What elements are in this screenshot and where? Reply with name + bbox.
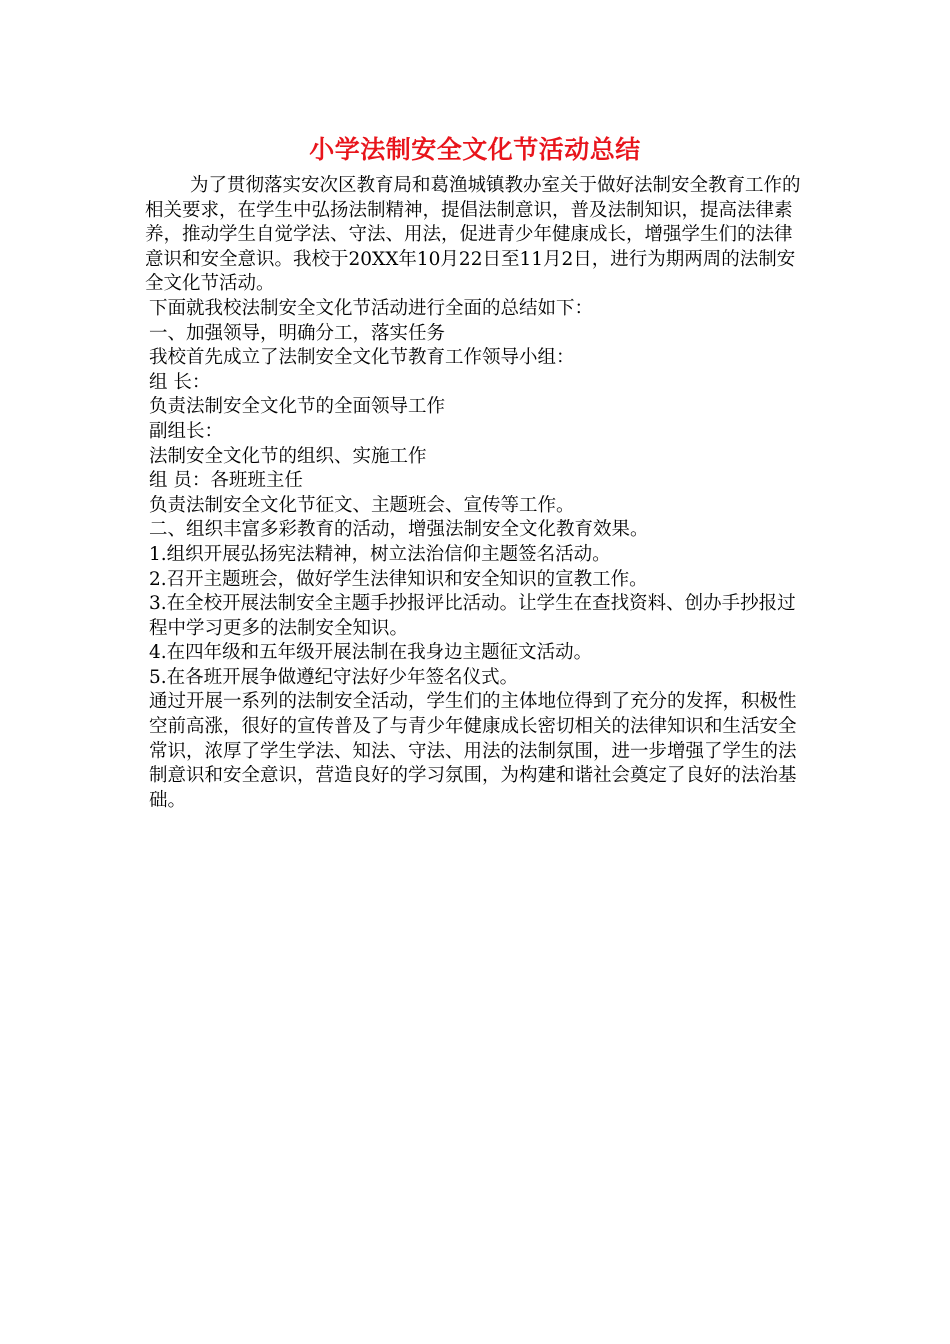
document-body <box>145 174 805 813</box>
deputy-leader-duty: 法制安全文化节的组织、实施工作 <box>149 445 427 467</box>
leadership-group-paragraph: 我校首先成立了法制安全文化节教育工作领导小组： <box>149 347 575 369</box>
section-heading-1: 一、加强领导，明确分工，落实任务 <box>149 322 446 344</box>
group-leader-label: 组 长： <box>149 371 211 393</box>
document-title: 小学法制安全文化节活动总结 <box>309 135 641 164</box>
section-heading-2: 二、组织丰富多彩教育的活动，增强法制安全文化教育效果。 <box>149 519 649 541</box>
activity-item-4: 4.在四年级和五年级开展法制在我身边主题征文活动。 <box>149 642 593 664</box>
activity-item-3: 3.在全校开展法制安全主题手抄报评比活动。让学生在查找资料、创办手抄报过程中学习更多的法制安全知识。 <box>149 593 796 639</box>
group-member-label: 组 员：各班班主任 <box>149 470 303 492</box>
group-leader-duty: 负责法制安全文化节的全面领导工作 <box>149 396 446 418</box>
activity-item-2: 2.召开主题班会，做好学生法律知识和安全知识的宣教工作。 <box>149 568 648 590</box>
group-member-duty: 负责法制安全文化节征文、主题班会、宣传等工作。 <box>149 494 575 516</box>
activity-item-5: 5.在各班开展争做遵纪守法好少年签名仪式。 <box>149 666 519 688</box>
deputy-leader-label: 副组长： <box>149 420 224 442</box>
intro-paragraph: 为了贯彻落实安次区教育局和葛渔城镇教办室关于做好法制安全教育工作的相关要求，在学生中弘扬法制精神，提倡法制意识，普及法制知识，提高法律素养，推动学生自觉学法、守法、用法，促进青少年健康成长，增强学生们的法律意识和安全意识。我校于20XX年10月22日至11月2日，进行为期两周的法制安全文化节活动。 <box>145 175 801 295</box>
activity-item-1: 1.组织开展弘扬宪法精神，树立法治信仰主题签名活动。 <box>149 543 611 565</box>
conclusion-paragraph: 通过开展一系列的法制安全活动，学生们的主体地位得到了充分的发挥，积极性空前高涨，很好的宣传普及了与青少年健康成长密切相关的法律知识和生活安全常识，浓厚了学生学法、知法、守法、用法的法制氛围，进一步增强了学生的法制意识和安全意识，营造良好的学习氛围，为构建和谐社会奠定了良好的法治基础。 <box>149 691 797 811</box>
summary-lead-paragraph: 下面就我校法制安全文化节活动进行全面的总结如下： <box>149 297 594 319</box>
